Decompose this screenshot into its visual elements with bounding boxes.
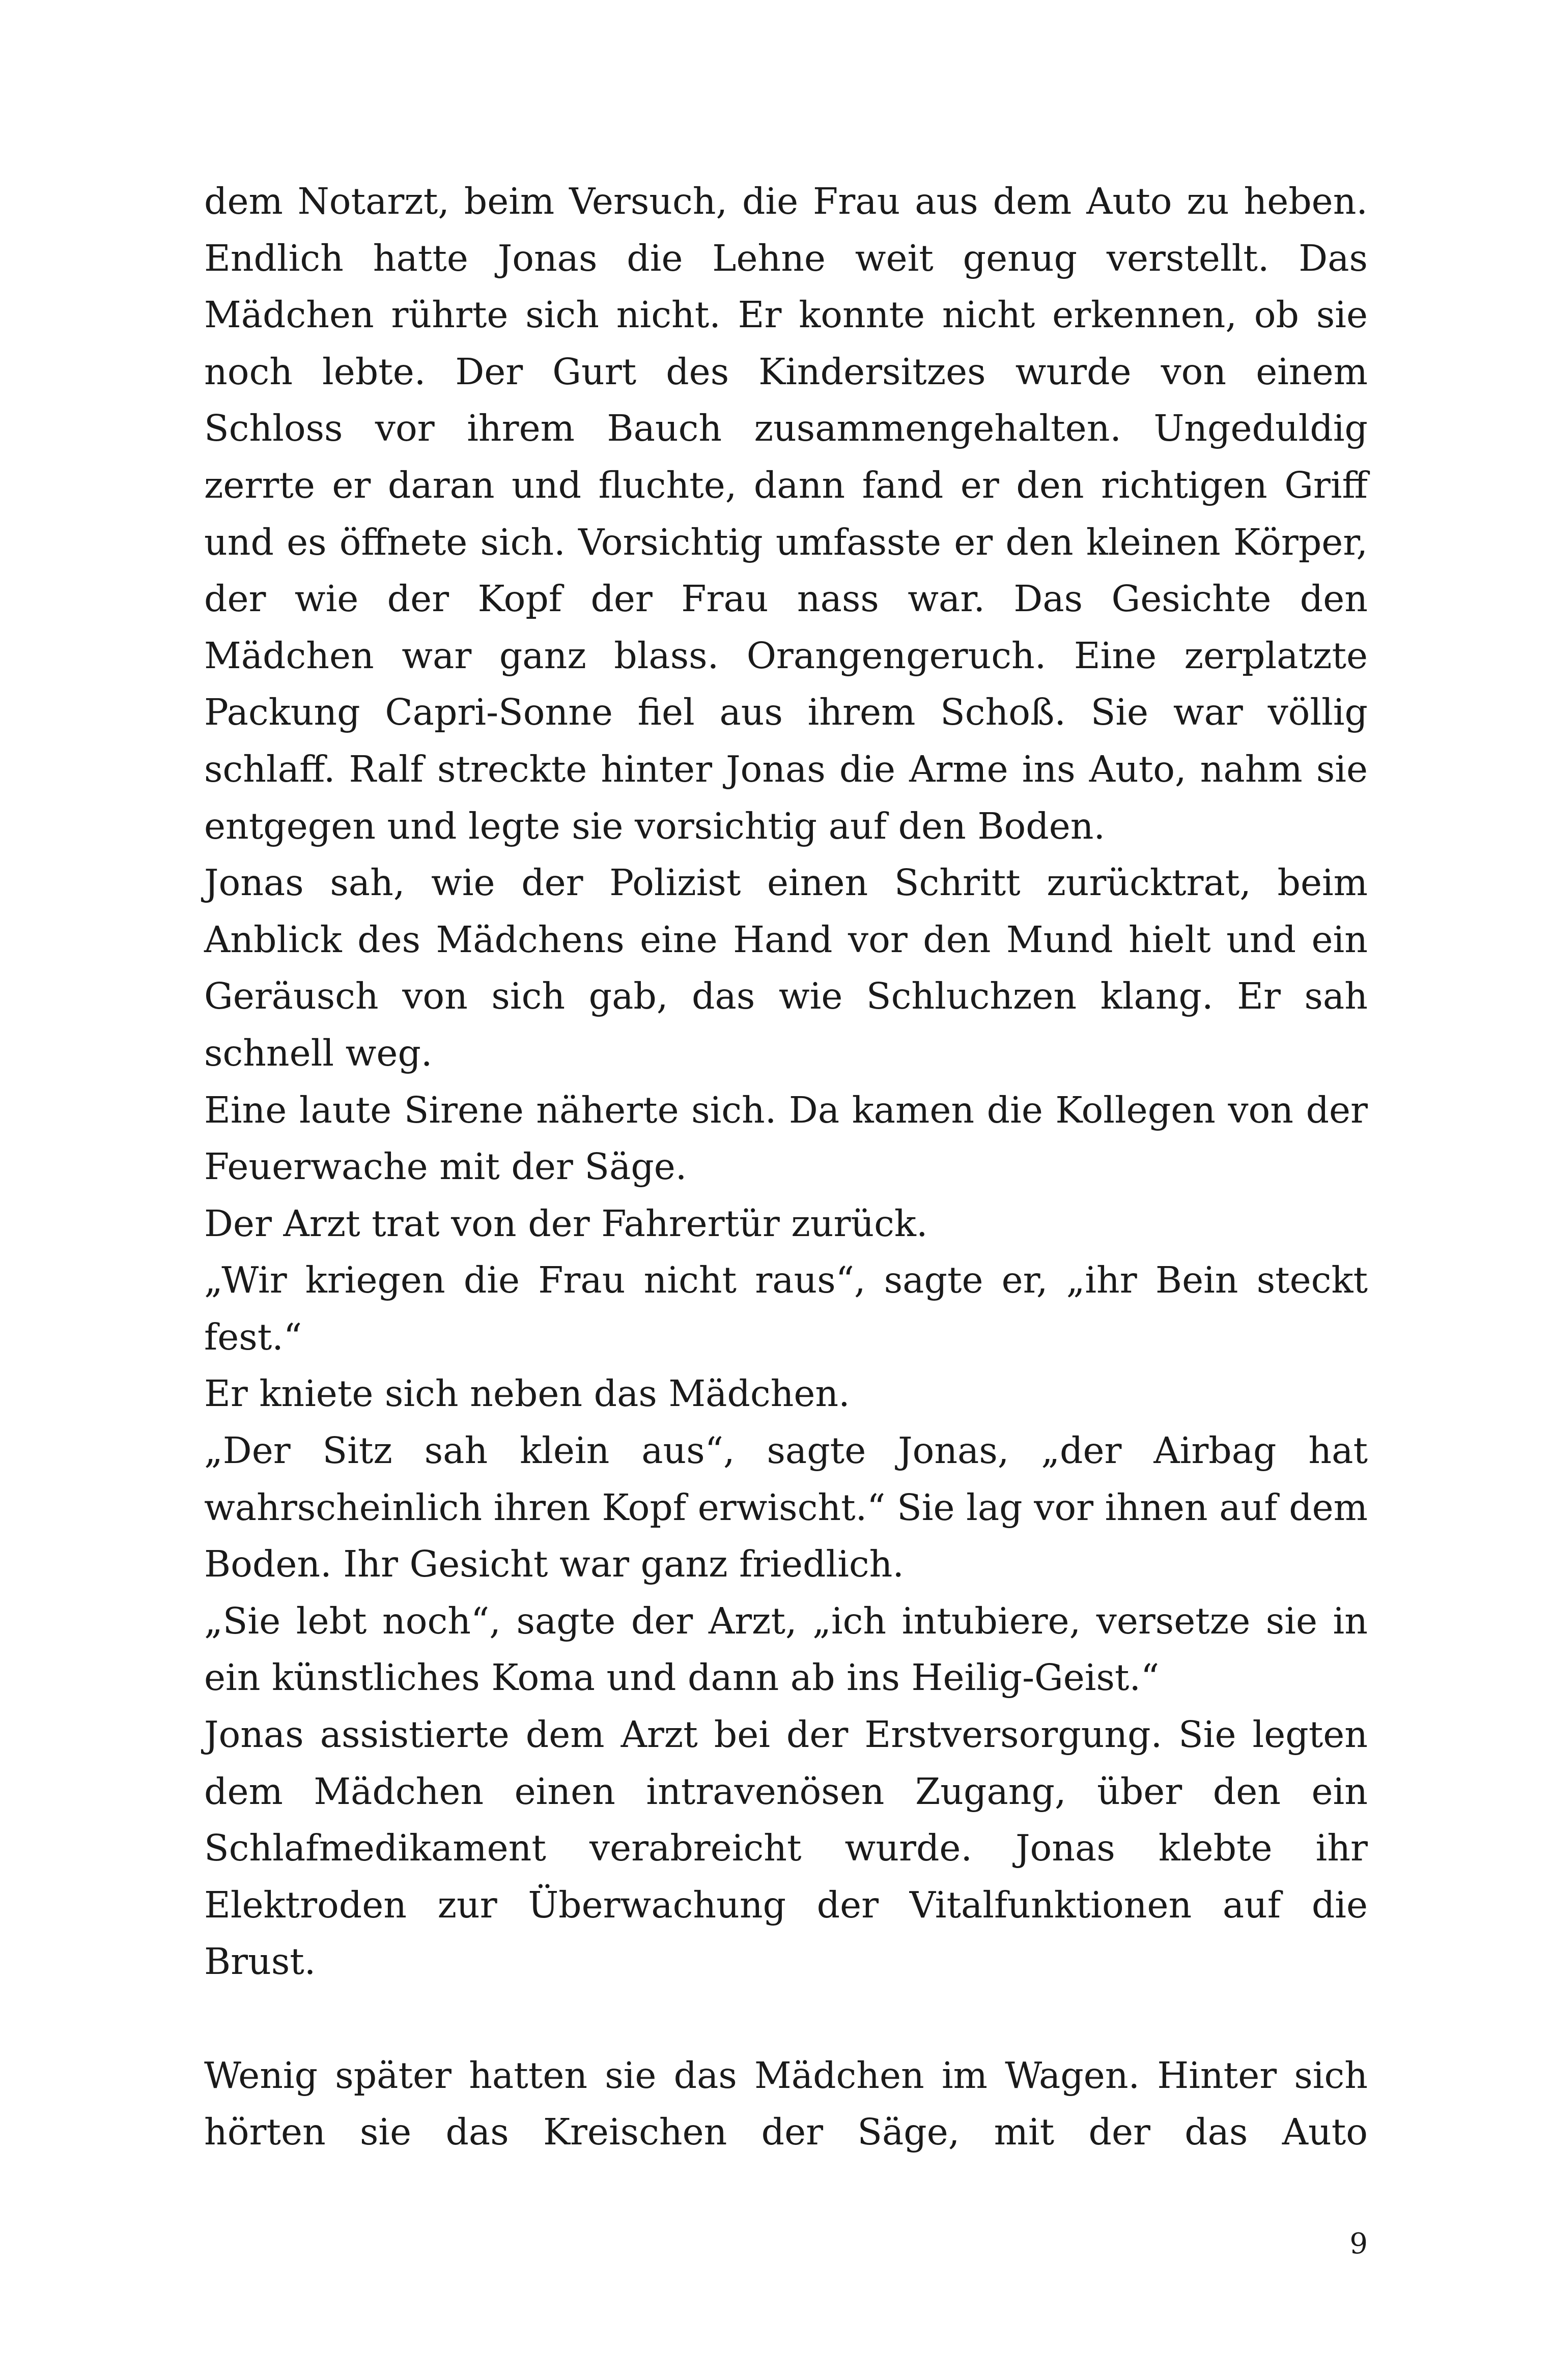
paragraph-5: „Wir kriegen die Frau nicht raus“, sagte er, „ihr Bein steckt fest.“ <box>204 1259 1368 1358</box>
paragraph-8: „Sie lebt noch“, sagte der Arzt, „ich intubiere, versetze sie in ein künstliches Koma und dann ab ins Heilig-Geist.“ <box>204 1599 1368 1699</box>
paragraph-10: Wenig später hatten sie das Mädchen im Wagen. Hinter sich hörten sie das Kreischen der Säge, mit der das Auto <box>204 2054 1368 2154</box>
page-number: 9 <box>1349 2227 1368 2260</box>
section-break <box>204 1990 1368 2047</box>
paragraph-6: Er kniete sich neben das Mädchen. <box>204 1372 850 1415</box>
paragraph-9: Jonas assistierte dem Arzt bei der Erstversorgung. Sie legten dem Mädchen einen intravenösen Zugang, über den ein Schlafmedikament verabreicht wurde. Jonas klebte ihr Elektroden zur Überwachung der Vitalfunktionen auf die Brust. <box>204 1713 1368 1983</box>
paragraph-3: Eine laute Sirene näherte sich. Da kamen die Kollegen von der Feuerwache mit der Säge. <box>204 1088 1368 1188</box>
paragraph-7: „Der Sitz sah klein aus“, sagte Jonas, „der Airbag hat wahrscheinlich ihren Kopf erwischt.“ Sie lag vor ihnen auf dem Boden. Ihr Gesicht war ganz friedlich. <box>204 1429 1368 1586</box>
paragraph-2: Jonas sah, wie der Polizist einen Schritt zurücktrat, beim Anblick des Mädchens eine Hand vor den Mund hielt und ein Geräusch von sich gab, das wie Schluchzen klang. Er sah schnell weg. <box>204 862 1368 1074</box>
paragraph-1: dem Notarzt, beim Versuch, die Frau aus dem Auto zu heben. Endlich hatte Jonas die Lehne weit genug verstellt. Das Mädchen rührte sich nicht. Er konnte nicht erkennen, ob sie noch lebte. Der Gurt des Kindersitzes wurde von einem Schloss vor ihrem Bauch zusammengehalten. Ungeduldig zerrte er daran und fluchte, dann fand er den richtigen Griff und es öffnete sich. Vorsichtig umfasste er den kleinen Körper, der wie der Kopf der Frau nass war. Das Gesichte den Mädchen war ganz blass. Orangengeruch. Eine zerplatzte Packung Capri-Sonne fiel aus ihrem Schoß. Sie war völlig schlaff. Ralf streckte hinter Jonas die Arme ins Auto, nahm sie entgegen und legte sie vorsichtig auf den Boden. <box>204 180 1368 847</box>
paragraph-4: Der Arzt trat von der Fahrertür zurück. <box>204 1202 928 1245</box>
body-text <box>204 173 1368 2161</box>
